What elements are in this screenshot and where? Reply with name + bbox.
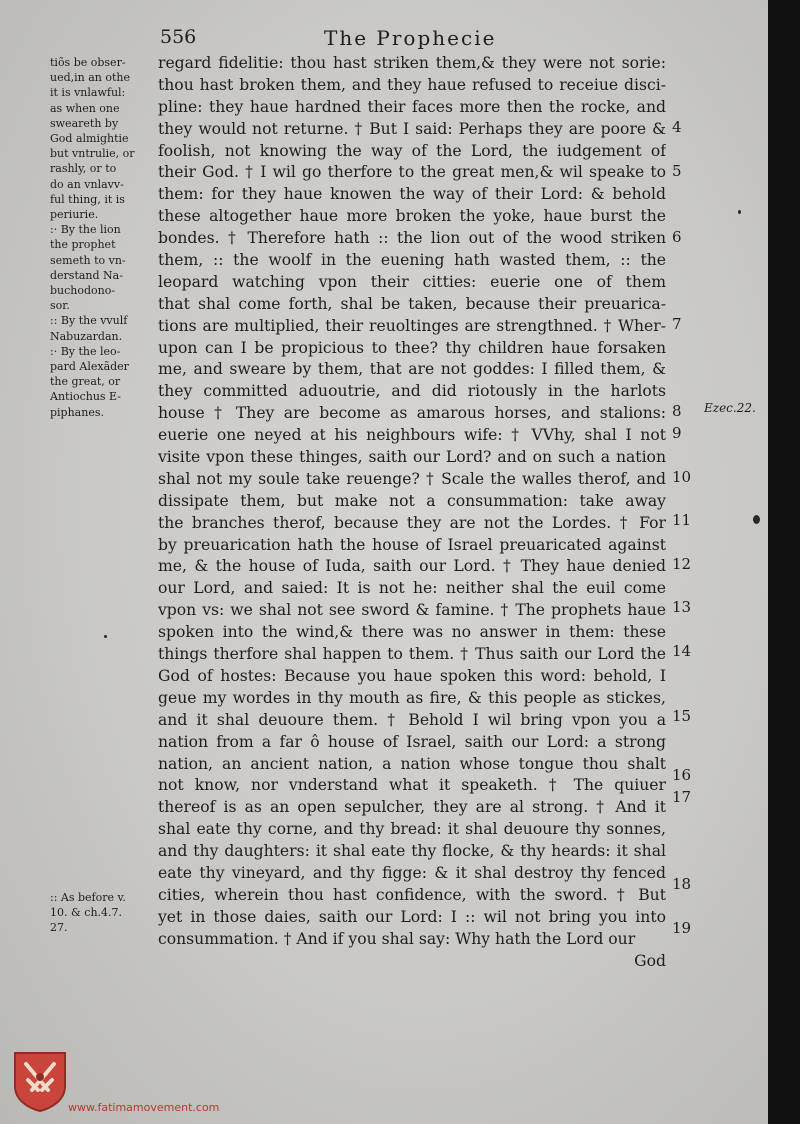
main-text-column: [158, 53, 666, 972]
text-line: their God. † I wil go therfore to the great men,& wil speake to: [158, 163, 666, 182]
verse-number: 5: [672, 162, 682, 180]
text-line: by preuarication hath the house of Israel preuaricated against: [158, 535, 666, 554]
text-line: God of hostes: Because you haue spoken this word: behold, I: [158, 666, 666, 685]
margin-note-line: :· By the lion: [50, 223, 121, 237]
text-line: house † They are become as amarous horses, and stalions:: [158, 404, 666, 423]
text-line: upon can I be propicious to thee? thy children haue forsaken: [158, 338, 666, 357]
verse-number: 14: [672, 642, 692, 660]
margin-note-line: pard Alexãder: [50, 360, 129, 374]
ink-speck: [104, 635, 107, 638]
margin-note-line: rashly, or to: [50, 162, 117, 176]
text-line: and it shal deuoure them. † Behold I wil bring vpon you a: [158, 710, 666, 729]
text-line: them, :: the woolf in the euening hath wasted them, :: the: [158, 251, 666, 270]
verse-number: 6: [672, 228, 682, 246]
margin-note-line: semeth to vn-: [50, 253, 126, 267]
text-line: thereof is as an open sepulcher, they are al strong. † And it: [158, 798, 666, 817]
text-line: geue my wordes in thy mouth as fire, & this people as stickes,: [158, 688, 666, 707]
text-line: they committed aduoutrie, and did riotously in the harlots: [158, 382, 666, 401]
text-line: our Lord, and saied: It is not he: neither shal the euil come: [158, 579, 666, 598]
verse-number: 7: [672, 315, 682, 333]
verse-number: 12: [672, 555, 692, 573]
text-line: not know, nor vnderstand what it speaketh. † The quiuer: [158, 776, 666, 795]
ink-blot: [753, 515, 760, 524]
margin-note-line: Antiochus E-: [50, 390, 122, 404]
margin-note-line: it is vnlawful:: [50, 86, 126, 100]
verse-number: 15: [672, 707, 692, 725]
verse-number: 10: [672, 468, 692, 486]
text-line: the branches therof, because they are not the Lordes. † For: [158, 513, 666, 532]
verse-number: 19: [672, 919, 692, 937]
verse-number: 8: [672, 402, 682, 420]
text-line: euerie one neyed at his neighbours wife: † VVhy, shal I not: [158, 426, 666, 445]
margin-note-line: ued,in an othe: [50, 71, 131, 85]
text-line: me, & the house of Iuda, saith our Lord. † They haue denied: [158, 557, 666, 576]
margin-note-line: Nabuzardan.: [50, 329, 123, 343]
margin-reference: Ezec.22.: [704, 401, 756, 415]
text-line: cities, wherein thou hast confidence, with the sword. † But: [158, 885, 666, 904]
verse-number: 18: [672, 875, 692, 893]
text-line: consummation. † And if you shal say: Why hath the Lord our: [158, 929, 636, 948]
text-line: nation from a far ô house of Israel, saith our Lord: a strong: [158, 732, 666, 751]
text-line: vpon vs: we shal not see sword & famine. † The prophets haue: [158, 601, 666, 620]
text-line: visite vpon these thinges, saith our Lord? and on such a nation: [158, 448, 666, 467]
verse-number: 17: [672, 788, 692, 806]
ink-speck: [738, 210, 741, 214]
text-line: regard fidelitie: thou hast striken them,& they were not sorie:: [158, 54, 666, 72]
text-line: these altogether haue more broken the yoke, haue burst the: [158, 207, 666, 226]
verse-number: 9: [672, 424, 682, 442]
text-line: me, and sweare by them, that are not goddes: I filled them, &: [158, 360, 666, 379]
margin-note-line: periurie.: [50, 208, 99, 222]
margin-note-line: the prophet: [50, 238, 116, 252]
text-line: foolish, not knowing the way of the Lord, the iudgement of: [158, 141, 666, 160]
text-line: shal not my soule take reuenge? † Scale the walles therof, and: [158, 469, 666, 488]
margin-note-line: sweareth by: [50, 116, 119, 130]
text-line: thou hast broken them, and they haue refused to receiue disci-: [158, 75, 666, 94]
margin-note-line: :· By the leo-: [50, 344, 121, 358]
margin-note-line: tiõs be obser-: [50, 56, 126, 69]
text-line: eate thy vineyard, and thy figge: & it shal destroy thy fenced: [158, 863, 666, 882]
verse-number: 4: [672, 118, 682, 136]
margin-note-line: :: By the vvulf: [50, 314, 128, 328]
text-line: leopard watching vpon their citties: euerie one of them: [158, 272, 666, 291]
text-line: dissipate them, but make not a consummation: take away: [158, 491, 666, 510]
running-head: The Prophecie: [324, 26, 497, 50]
margin-note-line: derstand Na-: [50, 268, 123, 282]
text-line: shal eate thy corne, and thy bread: it shal deuoure thy sonnes,: [158, 820, 666, 839]
text-line: spoken into the wind,& there was no answer in them: these: [158, 623, 666, 642]
page-gutter: [768, 0, 800, 1124]
text-line: things therfore shal happen to them. † Thus saith our Lord the: [158, 645, 666, 664]
verse-number: 13: [672, 598, 692, 616]
page-number: 556: [160, 26, 197, 48]
catchword: God: [634, 951, 666, 970]
text-line: that shal come forth, shal be taken, because their preuarica-: [158, 294, 666, 313]
margin-note-line: buchodono-: [50, 284, 116, 298]
text-line: them: for they haue knowen the way of their Lord: & behold: [158, 185, 666, 204]
margin-note-line: God almightie: [50, 132, 129, 146]
text-line: pline: they haue hardned their faces more then the rocke, and: [158, 97, 666, 116]
margin-note-line: :: As before v.: [50, 891, 126, 904]
papal-seal-logo: [12, 1050, 68, 1112]
margin-notes-bottom: [50, 890, 156, 936]
margin-notes-top: [50, 55, 156, 420]
margin-note-line: as when one: [50, 101, 120, 115]
verse-number: 16: [672, 766, 692, 784]
margin-note-line: piphanes.: [50, 405, 104, 419]
watermark-url: www.fatimamovement.com: [68, 1101, 220, 1114]
margin-note-line: but vntrulie, or: [50, 147, 135, 161]
text-line: nation, an ancient nation, a nation whose tongue thou shalt: [158, 754, 666, 773]
text-line: they would not returne. † But I said: Perhaps they are poore &: [158, 119, 666, 138]
margin-note-line: the great, or: [50, 375, 121, 389]
margin-note-line: ful thing, it is: [50, 192, 125, 206]
text-line: tions are multiplied, their reuoltinges are strengthned. † Wher-: [158, 316, 666, 335]
margin-note-line: sor.: [50, 299, 70, 313]
text-line: bondes. † Therefore hath :: the lion out of the wood striken: [158, 229, 666, 248]
text-line: yet in those daies, saith our Lord: I :: wil not bring you into: [158, 907, 666, 926]
margin-note-line: 10. & ch.4.7.: [50, 906, 123, 920]
margin-note-line: 27.: [50, 921, 68, 935]
verse-number: 11: [672, 511, 692, 529]
margin-note-line: do an vnlavv-: [50, 177, 124, 191]
text-line: and thy daughters: it shal eate thy flocke, & thy heards: it shal: [158, 842, 666, 861]
